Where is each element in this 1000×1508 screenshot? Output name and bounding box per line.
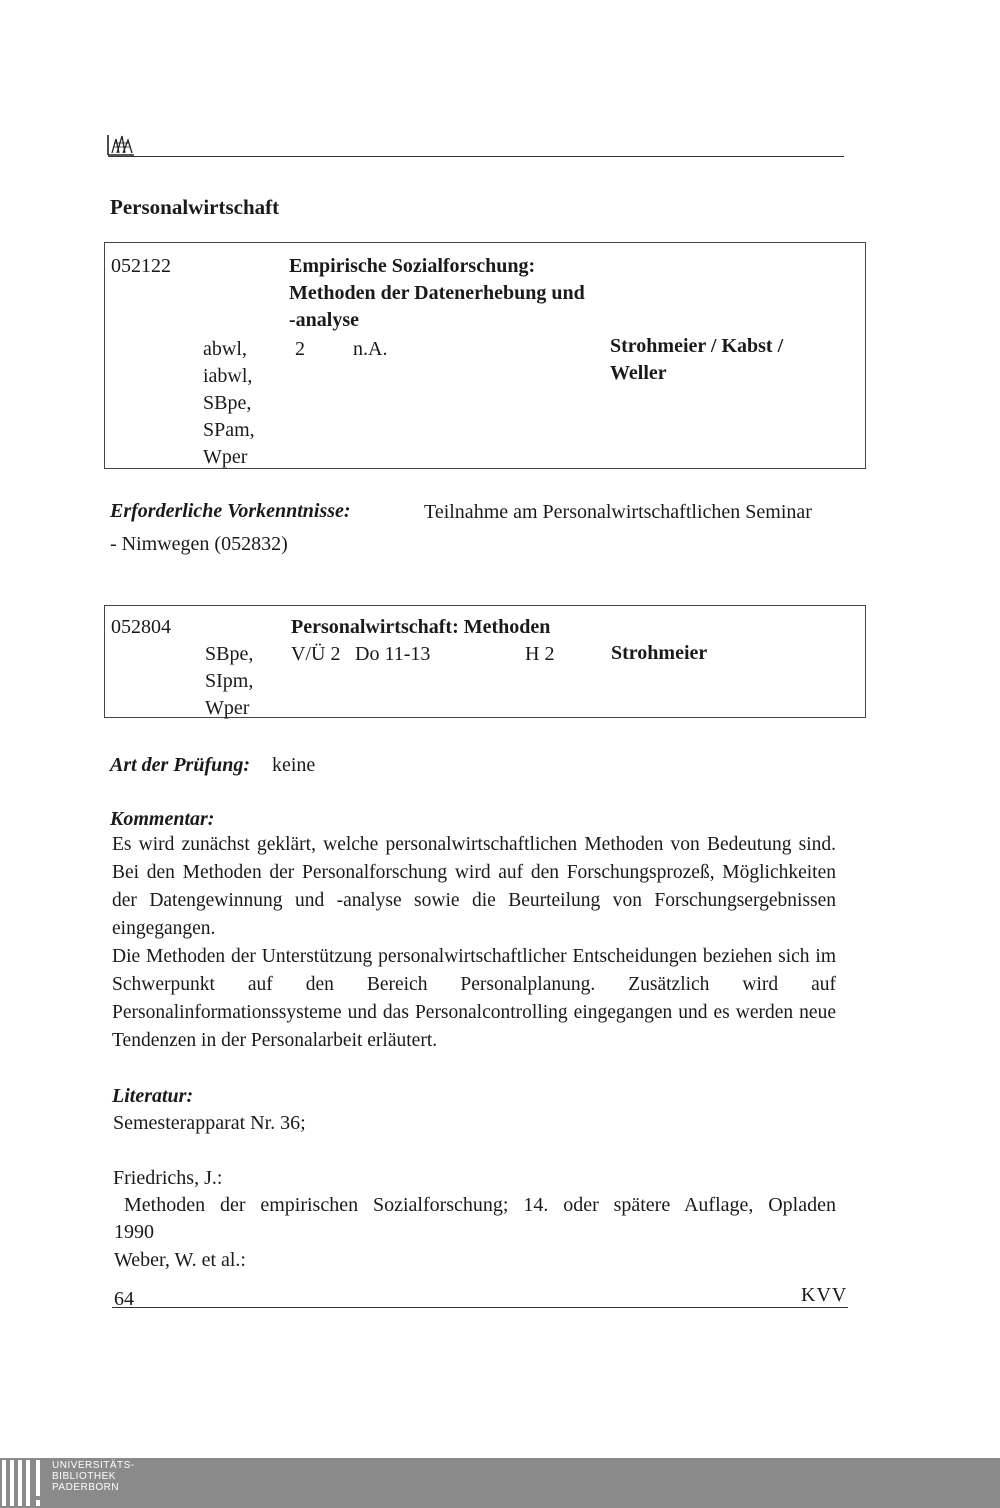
comment-paragraph-1: Es wird zunächst geklärt, welche personalwirtschaftlichen Methoden von Bedeutung sind. Bei den Methoden der Personalforschung wird auf den Forschungsprozeß, Möglichkeiten der Datengewinnung und -analyse sowie die Beurteilung von Forschungsergebnissen eingegangen. [112,834,836,939]
course-type-hours: V/Ü 2 [291,643,341,665]
page-number: 64 [114,1288,134,1310]
program-item: Wper [205,697,250,719]
literature-author-1: Friedrichs, J.: [113,1167,223,1189]
program-item: SIpm, [205,670,254,692]
comment-label: Kommentar: [110,808,215,830]
library-name [52,1460,135,1493]
library-name-line: PADERBORN [52,1482,120,1493]
course-lecturer: Strohmeier [611,642,708,664]
literature-year-1: 1990 [114,1221,154,1243]
course-number: 052804 [111,616,171,638]
program-item: SPam, [203,419,255,441]
document-label: KVV [801,1284,848,1306]
program-item: SBpe, [205,643,254,665]
course-title-line-1: Empirische Sozialforschung: [289,255,536,277]
program-item: Wper [203,446,248,468]
course-number: 052122 [111,255,171,277]
program-item: iabwl, [203,365,253,387]
library-name-line: BIBLIOTHEK [52,1471,116,1482]
section-title: Personalwirtschaft [110,195,280,219]
header-rule [108,156,844,157]
course-time: n.A. [353,338,388,360]
literature-author-2: Weber, W. et al.: [114,1249,246,1271]
program-item: SBpe, [203,392,252,414]
prerequisites-label: Erforderliche Vorkenntnisse: [110,500,351,522]
exam-label: Art der Prüfung: [110,754,251,776]
course-time: Do 11-13 [355,643,431,665]
comment-paragraph-2: Die Methoden der Unterstützung personalwirtschaftlicher Entscheidungen beziehen sich im Schwerpunkt auf den Bereich Personalplanung. Zusätzlich wird auf Personalinformationssysteme und das Personalcontrolling eingegangen und es werden neue Tendenzen in der Personalarbeit erläutert. [112,946,836,1051]
library-name-line: UNIVERSITÄTS- [52,1460,135,1471]
exam-value: keine [272,754,316,776]
literature-label: Literatur: [112,1085,194,1107]
course-title-line-2: Methoden der Datenerhebung und [289,282,585,304]
library-banner [0,1458,1000,1508]
course-title-line-3: -analyse [289,309,359,331]
course-title: Personalwirtschaft: Methoden [291,616,551,638]
prerequisites-text: Teilnahme am Personalwirtschaftlichen Seminar [424,501,812,523]
course-box-052804 [104,605,866,718]
program-item: abwl, [203,338,247,360]
semester-apparatus: Semesterapparat Nr. 36; [113,1112,306,1134]
lecturer-line-2: Weller [610,362,667,384]
course-hours: 2 [295,338,305,360]
literature-title-1: Methoden der empirischen Sozialforschung; 14. oder spätere Auflage, Opladen [124,1194,836,1216]
course-box-052122 [104,242,866,469]
course-room: H 2 [525,643,555,665]
lecturer-line-1: Strohmeier / Kabst / [610,335,784,357]
footer-rule [112,1307,848,1308]
book-stack-icon [106,131,136,157]
prerequisites-continuation: - Nimwegen (052832) [110,533,288,555]
